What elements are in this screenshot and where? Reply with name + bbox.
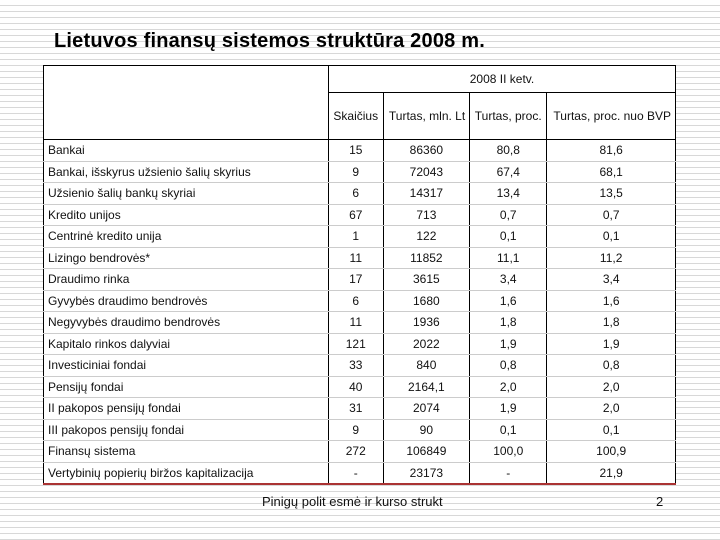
table-row — [44, 183, 676, 205]
table-row — [44, 333, 676, 355]
row-label: Lizingo bendrovės* — [44, 247, 329, 269]
cell-value: 100,9 — [547, 441, 676, 463]
cell-value: 2164,1 — [383, 376, 470, 398]
cell-value: 31 — [329, 398, 384, 420]
cell-value: 2,0 — [470, 376, 547, 398]
row-label: Gyvybės draudimo bendrovės — [44, 290, 329, 312]
cell-value: 9 — [329, 161, 384, 183]
row-label: II pakopos pensijų fondai — [44, 398, 329, 420]
col-header: Turtas, proc. nuo BVP — [547, 93, 676, 140]
cell-value: 21,9 — [547, 462, 676, 484]
cell-value: 15 — [329, 140, 384, 162]
row-label: Investiciniai fondai — [44, 355, 329, 377]
cell-value: 67 — [329, 204, 384, 226]
cell-value: 0,1 — [470, 419, 547, 441]
cell-value: 68,1 — [547, 161, 676, 183]
cell-value: 1936 — [383, 312, 470, 334]
page-number: 2 — [656, 494, 664, 509]
table-row — [44, 398, 676, 420]
cell-value: 72043 — [383, 161, 470, 183]
cell-value: 2,0 — [547, 398, 676, 420]
cell-value: 81,6 — [547, 140, 676, 162]
cell-value: 272 — [329, 441, 384, 463]
cell-value: 0,1 — [547, 419, 676, 441]
table-row — [44, 312, 676, 334]
col-header: Skaičius — [329, 93, 384, 140]
cell-value: 3,4 — [547, 269, 676, 291]
row-label: Bankai — [44, 140, 329, 162]
cell-value: 121 — [329, 333, 384, 355]
table-row — [44, 441, 676, 463]
cell-value: 1,8 — [470, 312, 547, 334]
table-row — [44, 355, 676, 377]
table-row — [44, 376, 676, 398]
table-row — [44, 269, 676, 291]
row-label: Draudimo rinka — [44, 269, 329, 291]
cell-value: 80,8 — [470, 140, 547, 162]
cell-value: 90 — [383, 419, 470, 441]
row-label: III pakopos pensijų fondai — [44, 419, 329, 441]
financial-structure-table — [43, 65, 676, 485]
table-row — [44, 290, 676, 312]
row-label: Vertybinių popierių biržos kapitalizacija — [44, 462, 329, 484]
cell-value: 1,8 — [547, 312, 676, 334]
slide-footer: Pinigų polit esmė ir kurso strukt — [262, 494, 443, 509]
table-row — [44, 204, 676, 226]
table-row — [44, 247, 676, 269]
cell-value: 17 — [329, 269, 384, 291]
cell-value: 14317 — [383, 183, 470, 205]
row-label: Pensijų fondai — [44, 376, 329, 398]
cell-value: 1,9 — [470, 333, 547, 355]
table-row — [44, 140, 676, 162]
table-row — [44, 419, 676, 441]
cell-value: 0,7 — [470, 204, 547, 226]
cell-value: 840 — [383, 355, 470, 377]
cell-value: 0,8 — [547, 355, 676, 377]
empty-header-cell — [44, 66, 329, 140]
cell-value: 122 — [383, 226, 470, 248]
cell-value: 11,2 — [547, 247, 676, 269]
table-row — [44, 462, 676, 484]
cell-value: 6 — [329, 290, 384, 312]
cell-value: - — [470, 462, 547, 484]
cell-value: 2022 — [383, 333, 470, 355]
cell-value: 1,9 — [470, 398, 547, 420]
cell-value: 0,8 — [470, 355, 547, 377]
period-header: 2008 II ketv. — [329, 66, 676, 93]
cell-value: 33 — [329, 355, 384, 377]
row-label: Kapitalo rinkos dalyviai — [44, 333, 329, 355]
row-label: Bankai, išskyrus užsienio šalių skyrius — [44, 161, 329, 183]
slide-title: Lietuvos finansų sistemos struktūra 2008 m. — [54, 30, 485, 52]
cell-value: 13,4 — [470, 183, 547, 205]
row-label: Centrinė kredito unija — [44, 226, 329, 248]
cell-value: 3615 — [383, 269, 470, 291]
cell-value: 11852 — [383, 247, 470, 269]
cell-value: 1680 — [383, 290, 470, 312]
cell-value: 11 — [329, 247, 384, 269]
cell-value: 1,9 — [547, 333, 676, 355]
cell-value: - — [329, 462, 384, 484]
row-label: Kredito unijos — [44, 204, 329, 226]
cell-value: 11 — [329, 312, 384, 334]
cell-value: 1,6 — [547, 290, 676, 312]
cell-value: 100,0 — [470, 441, 547, 463]
row-label: Finansų sistema — [44, 441, 329, 463]
cell-value: 1 — [329, 226, 384, 248]
cell-value: 2,0 — [547, 376, 676, 398]
table-row — [44, 226, 676, 248]
col-header: Turtas, proc. — [470, 93, 547, 140]
cell-value: 67,4 — [470, 161, 547, 183]
cell-value: 0,1 — [547, 226, 676, 248]
cell-value: 106849 — [383, 441, 470, 463]
col-header: Turtas, mln. Lt — [383, 93, 470, 140]
row-label: Užsienio šalių bankų skyriai — [44, 183, 329, 205]
row-label: Negyvybės draudimo bendrovės — [44, 312, 329, 334]
cell-value: 0,1 — [470, 226, 547, 248]
cell-value: 6 — [329, 183, 384, 205]
cell-value: 23173 — [383, 462, 470, 484]
cell-value: 40 — [329, 376, 384, 398]
cell-value: 2074 — [383, 398, 470, 420]
cell-value: 9 — [329, 419, 384, 441]
cell-value: 1,6 — [470, 290, 547, 312]
cell-value: 3,4 — [470, 269, 547, 291]
table-row — [44, 161, 676, 183]
cell-value: 13,5 — [547, 183, 676, 205]
cell-value: 11,1 — [470, 247, 547, 269]
cell-value: 86360 — [383, 140, 470, 162]
cell-value: 713 — [383, 204, 470, 226]
cell-value: 0,7 — [547, 204, 676, 226]
